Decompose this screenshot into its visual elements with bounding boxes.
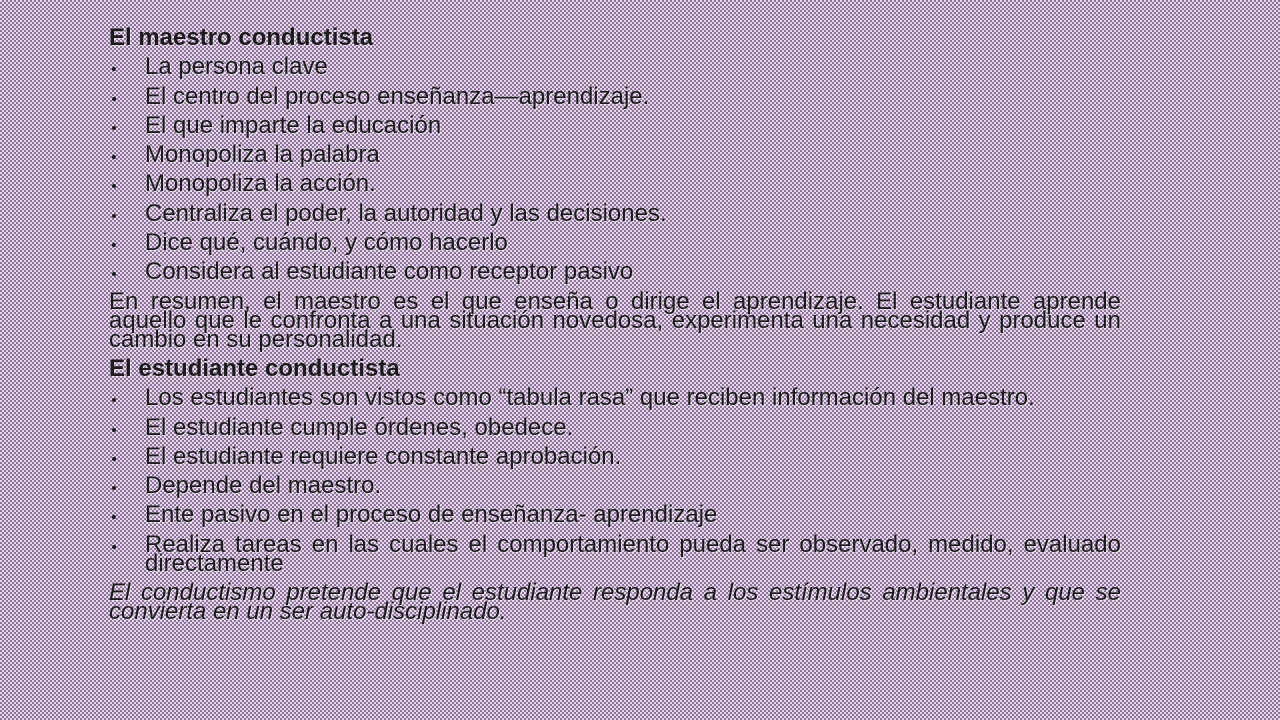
conclusion-paragraph: El conductismo pretende que el estudiante responda a los estímulos ambientales y que se convierta en un ser auto-disciplinado. xyxy=(109,579,1121,626)
bullet-dot-icon xyxy=(112,184,116,188)
teacher-bullet-item xyxy=(109,199,1121,227)
student-bullet-item xyxy=(109,384,1121,412)
teacher-summary-paragraph: En resumen, el maestro es el que enseña o dirige el aprendizaje. El estudiante aprende aquello que le confronta a una situación novedosa, experimenta una necesidad y produce un cambio en su personalidad. xyxy=(109,287,1121,353)
bullet-dot-icon xyxy=(112,428,116,432)
teacher-bullet-item xyxy=(109,258,1121,286)
bullet-text: Los estudiantes son vistos como “tabula rasa” que reciben información del maestro. xyxy=(145,384,1035,412)
bullet-text: Centraliza el poder, la autoridad y las decisiones. xyxy=(145,199,667,227)
bullet-text: El estudiante requiere constante aprobación. xyxy=(145,442,622,470)
bullet-text: El centro del proceso enseñanza—aprendizaje. xyxy=(145,82,650,110)
student-heading: El estudiante conductista xyxy=(109,354,400,382)
bullet-dot-icon xyxy=(112,243,116,247)
bullet-text: Considera al estudiante como receptor pasivo xyxy=(145,258,634,286)
bullet-dot-icon xyxy=(112,126,116,130)
bullet-text: El que imparte la educación xyxy=(145,111,442,139)
bullet-text: Dice qué, cuándo, y cómo hacerlo xyxy=(145,229,508,257)
student-bullet-item xyxy=(109,413,1121,441)
bullet-dot-icon xyxy=(112,97,116,101)
student-bullet-item xyxy=(109,442,1121,470)
bullet-dot-icon xyxy=(112,398,116,402)
teacher-bullet-item xyxy=(109,170,1121,198)
bullet-dot-icon xyxy=(112,272,116,276)
bullet-text: Monopoliza la acción. xyxy=(145,170,376,198)
teacher-bullet-item xyxy=(109,82,1121,110)
bullet-text: Monopoliza la palabra xyxy=(145,141,380,169)
teacher-bullet-item xyxy=(109,229,1121,257)
bullet-text: Realiza tareas en las cuales el comportamiento pueda ser observado, medido, evaluado directamente xyxy=(145,530,1121,577)
teacher-bullet-item xyxy=(109,111,1121,139)
bullet-text: Ente pasivo en el proceso de enseñanza- aprendizaje xyxy=(145,501,718,529)
student-bullet-item xyxy=(109,530,1121,577)
bullet-text: La persona clave xyxy=(145,53,328,81)
bullet-text: El estudiante cumple órdenes, obedece. xyxy=(145,413,574,441)
bullet-dot-icon xyxy=(112,545,116,549)
bullet-dot-icon xyxy=(112,486,116,490)
student-bullet-item xyxy=(109,472,1121,500)
bullet-dot-icon xyxy=(112,515,116,519)
bullet-dot-icon xyxy=(112,155,116,159)
slide-content xyxy=(109,24,1121,631)
teacher-heading: El maestro conductista xyxy=(109,24,374,51)
bullet-dot-icon xyxy=(112,457,116,461)
teacher-bullet-item xyxy=(109,141,1121,169)
bullet-dot-icon xyxy=(112,214,116,218)
bullet-text: Depende del maestro. xyxy=(145,472,382,500)
teacher-bullet-item xyxy=(109,53,1121,81)
student-bullet-item xyxy=(109,501,1121,529)
bullet-dot-icon xyxy=(112,67,116,71)
